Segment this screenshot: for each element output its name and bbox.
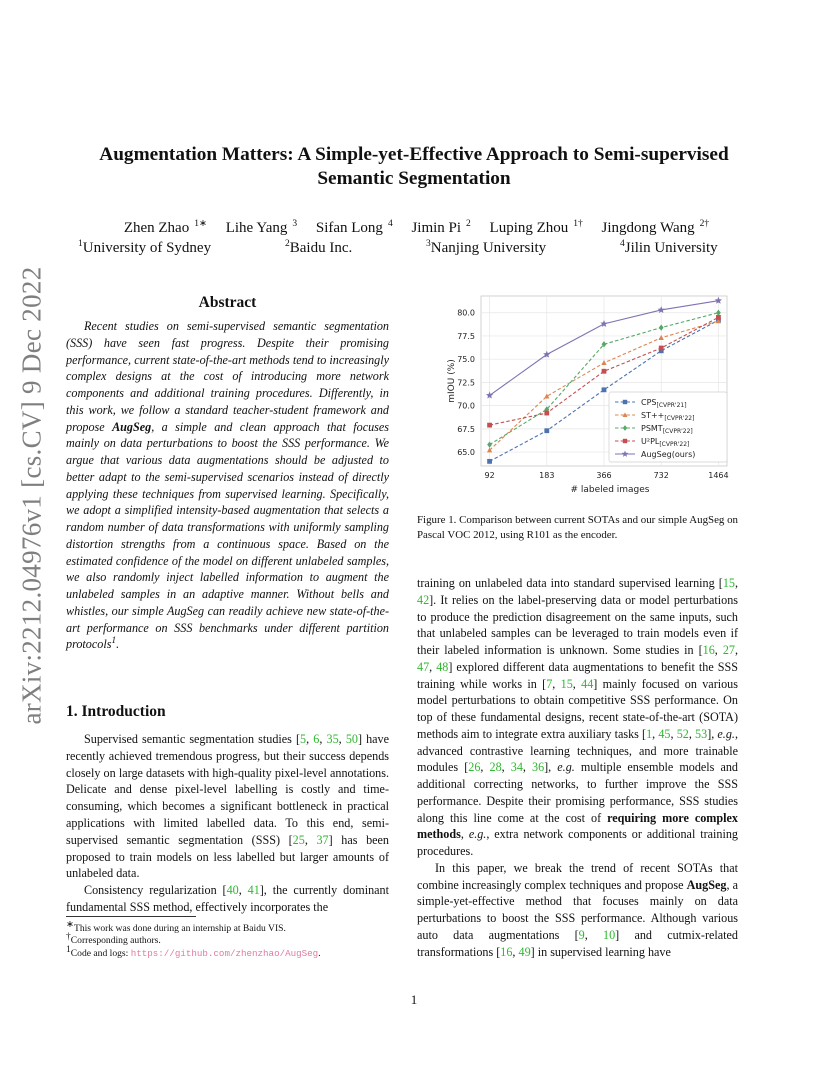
author: Jingdong Wang $^{2\dagger}$ bbox=[601, 219, 710, 236]
x-tick-label: 183 bbox=[539, 471, 555, 480]
legend-label: AugSeg(ours) bbox=[641, 450, 696, 459]
citation-link[interactable]: 47 bbox=[417, 659, 430, 674]
data-point bbox=[544, 411, 549, 416]
citation-link[interactable]: 16 bbox=[702, 643, 715, 657]
citation-link[interactable]: 34 bbox=[510, 760, 523, 775]
citation-link[interactable]: 37 bbox=[316, 832, 329, 847]
legend-label: $U^2PL_{[CVPR'22]}$ bbox=[641, 437, 690, 448]
affiliation: $^3$ Nanjing University bbox=[426, 239, 547, 256]
abstract-body: Recent studies on semi-supervised semantic segmentation (SSS) have seen fast progress. Despite their promising performance, current state-of-the-art methods tend to increasingly complex designs at the cost of introducing more network components and additional training procedures. Differently, in this work, we follow a standard teacher-student framework and propose AugSeg, a simple and clean approach that focuses mainly on data perturbations to boost the SSS performance. We argue that various data augmentations should be adjusted to better adapt to the semi-supervised scenarios instead of directly applying these techniques from supervised learning. Specifically, we adopt a simplified intensity-based augmentation that selects a random number of data transformations with uniformly sampling distortion strengths from a continuous space. Based on the estimated confidence of the model on different unlabeled samples, we also randomly inject labelled information to augment the unlabeled samples in an adaptive manner. Without bells and whistles, our simple AugSeg can readily achieve new state-of-the-art performance on SSS benchmarks under different partition protocols$^1$. bbox=[66, 319, 389, 652]
citation-link[interactable]: 15 bbox=[560, 676, 573, 691]
legend-label: $PSMT_{[CVPR'22]}$ bbox=[641, 424, 693, 435]
y-tick-label: 67.5 bbox=[457, 424, 475, 434]
data-point bbox=[623, 439, 627, 443]
y-tick-label: 70.0 bbox=[457, 401, 475, 411]
body-paragraph: training on unlabeled data into standard supervised learning [15, 42]. It relies on the label-preserving data or model perturbations to produce the prediction disagreement on the same inputs, such that unlabeled samples can be leveraged to train models even if their labeled information is unknown. Some studies in [16, 27, 47, 48] explored different data augmentations to benefit the SSS training while works in [7, 15, 44] mainly focused on various model perturbations to obtain competitive SSS performance. On top of these fundamental designs, recent state-of-the-art (SOTA) methods aim to integrate extra auxiliary tasks [1, 45, 52, 53], e.g., advanced contrastive learning techniques, and more trainable modules [26, 28, 34, 36], e.g. multiple ensemble models and additional correcting networks, to further improve the SSS performance. Despite their promising performance, SSS studies along this line come at the cost of requiring more complex methods, e.g., extra network components or additional training procedures. bbox=[417, 576, 738, 858]
y-tick-label: 80.0 bbox=[457, 308, 475, 318]
footnote: $^1$Code and logs: https://github.com/zhenzhao/AugSeg. bbox=[66, 944, 321, 959]
author: Luping Zhou $^{1\dagger}$ bbox=[489, 219, 583, 236]
data-point bbox=[487, 423, 492, 428]
legend-label: $ST++_{[CVPR'22]}$ bbox=[641, 411, 695, 422]
citation-link[interactable]: 25 bbox=[292, 832, 305, 847]
x-axis-label: # labeled images bbox=[570, 485, 650, 495]
y-tick-label: 65.0 bbox=[457, 448, 475, 458]
page-number: 1 bbox=[410, 992, 418, 1007]
title-line-2: Semantic Segmentation bbox=[317, 168, 511, 189]
citation-link[interactable]: 15 bbox=[722, 576, 735, 590]
affiliation: $^4$ Jilin University bbox=[620, 239, 718, 256]
citation-link[interactable]: 42 bbox=[417, 592, 430, 607]
citation-link[interactable]: 1 bbox=[646, 726, 653, 741]
title-line-1: Augmentation Matters: A Simple-yet-Effective Approach to Semi-supervised bbox=[99, 144, 729, 165]
citation-link[interactable]: 40 bbox=[226, 883, 239, 898]
citation-link[interactable]: 49 bbox=[518, 944, 531, 959]
introduction-body bbox=[66, 731, 389, 916]
figure-caption: Figure 1. Comparison between current SOTAs and our simple AugSeg on Pascal VOC 2012, using R101 as the encoder. bbox=[417, 514, 738, 541]
author-list bbox=[60, 218, 768, 238]
author: Lihe Yang $^3$ bbox=[225, 219, 298, 236]
citation-link[interactable]: 35 bbox=[326, 732, 339, 746]
citation-link[interactable]: 45 bbox=[658, 726, 671, 741]
x-tick-label: 732 bbox=[653, 471, 669, 480]
citation-link[interactable]: 50 bbox=[345, 732, 358, 746]
author: Sifan Long $^4$ bbox=[315, 219, 393, 236]
intro-paragraph: Supervised semantic segmentation studies [5, 6, 35, 50] have recently achieved tremendous progress, but their success depends closely on large datasets with high-quality pixel-level annotations. Delicate and dense pixel-level labelling is costly and time-consuming, which becomes a significant bottleneck in practical applications with limited labelled data. To this end, semi-supervised semantic segmentation (SSS) [25, 37] has been proposed to train models on less labelled but larger amounts of unlabeled data. bbox=[66, 732, 390, 881]
x-tick-label: 366 bbox=[596, 471, 612, 480]
right-column-body bbox=[417, 575, 738, 960]
citation-link[interactable]: 26 bbox=[468, 760, 481, 775]
data-point bbox=[487, 459, 492, 464]
author: Zhen Zhao $^{1∗}$ bbox=[123, 219, 207, 236]
y-tick-label: 75.0 bbox=[457, 355, 475, 365]
author: Jimin Pi $^2$ bbox=[411, 219, 471, 236]
x-tick-label: 1464 bbox=[708, 471, 729, 480]
citation-link[interactable]: 27 bbox=[722, 643, 735, 657]
citation-link[interactable]: 41 bbox=[247, 883, 260, 898]
paper-title bbox=[60, 143, 768, 191]
footnote-rule bbox=[66, 916, 196, 917]
citation-link[interactable]: 52 bbox=[676, 726, 689, 741]
intro-paragraph: Consistency regularization [40, 41], the currently dominant fundamental SSS method, effectively incorporates the bbox=[66, 883, 389, 914]
data-point bbox=[623, 400, 627, 404]
citation-link[interactable]: 5 bbox=[300, 732, 307, 746]
citation-link[interactable]: 28 bbox=[489, 760, 502, 775]
citation-link[interactable]: 7 bbox=[546, 676, 553, 691]
citation-link[interactable]: 16 bbox=[500, 944, 513, 959]
citation-link[interactable]: 36 bbox=[532, 760, 545, 775]
y-tick-label: 77.5 bbox=[457, 331, 475, 341]
data-point bbox=[659, 346, 664, 351]
affiliation: $^1$ University of Sydney bbox=[78, 239, 212, 256]
section-heading-introduction: 1. Introduction bbox=[66, 703, 166, 720]
figure-1-chart bbox=[437, 292, 737, 502]
citation-link[interactable]: 9 bbox=[578, 927, 585, 942]
y-tick-label: 72.5 bbox=[457, 378, 475, 388]
citation-link[interactable]: 6 bbox=[313, 732, 320, 746]
citation-link[interactable]: 10 bbox=[603, 927, 616, 942]
footnotes bbox=[66, 916, 389, 960]
y-axis-label: mIOU (%) bbox=[447, 359, 457, 403]
arxiv-stamp bbox=[12, 265, 52, 725]
legend-label: $CPS_{[CVPR'21]}$ bbox=[641, 398, 687, 409]
data-point bbox=[544, 428, 549, 433]
body-paragraph: In this paper, we break the trend of recent SOTAs that combine increasingly complex techniques and propose AugSeg, a simple-yet-effective method that focuses mainly on data perturbations to boost the SSS performance. Although various auto data augmentations [9, 10] and cutmix-related transformations [16, 49] in supervised learning have bbox=[417, 860, 738, 959]
data-point bbox=[602, 387, 607, 392]
citation-link[interactable]: 44 bbox=[581, 676, 594, 691]
affiliation: $^2$ Baidu Inc. bbox=[285, 239, 353, 256]
abstract-heading: Abstract bbox=[198, 294, 257, 311]
footnote: ∗This work was done during an internship at Baidu VIS. bbox=[66, 919, 286, 934]
code-link[interactable]: https://github.com/zhenzhao/AugSeg bbox=[130, 947, 319, 959]
citation-link[interactable]: 48 bbox=[436, 659, 449, 674]
citation-link[interactable]: 53 bbox=[695, 726, 708, 741]
data-point bbox=[716, 315, 721, 320]
arxiv-stamp-text: arXiv:2212.04976v1 [cs.CV] 9 Dec 2022 bbox=[16, 265, 47, 725]
line-chart bbox=[437, 292, 737, 502]
footnote: †Corresponding authors. bbox=[66, 932, 161, 947]
data-point bbox=[602, 369, 607, 374]
x-tick-label: 92 bbox=[484, 471, 495, 480]
